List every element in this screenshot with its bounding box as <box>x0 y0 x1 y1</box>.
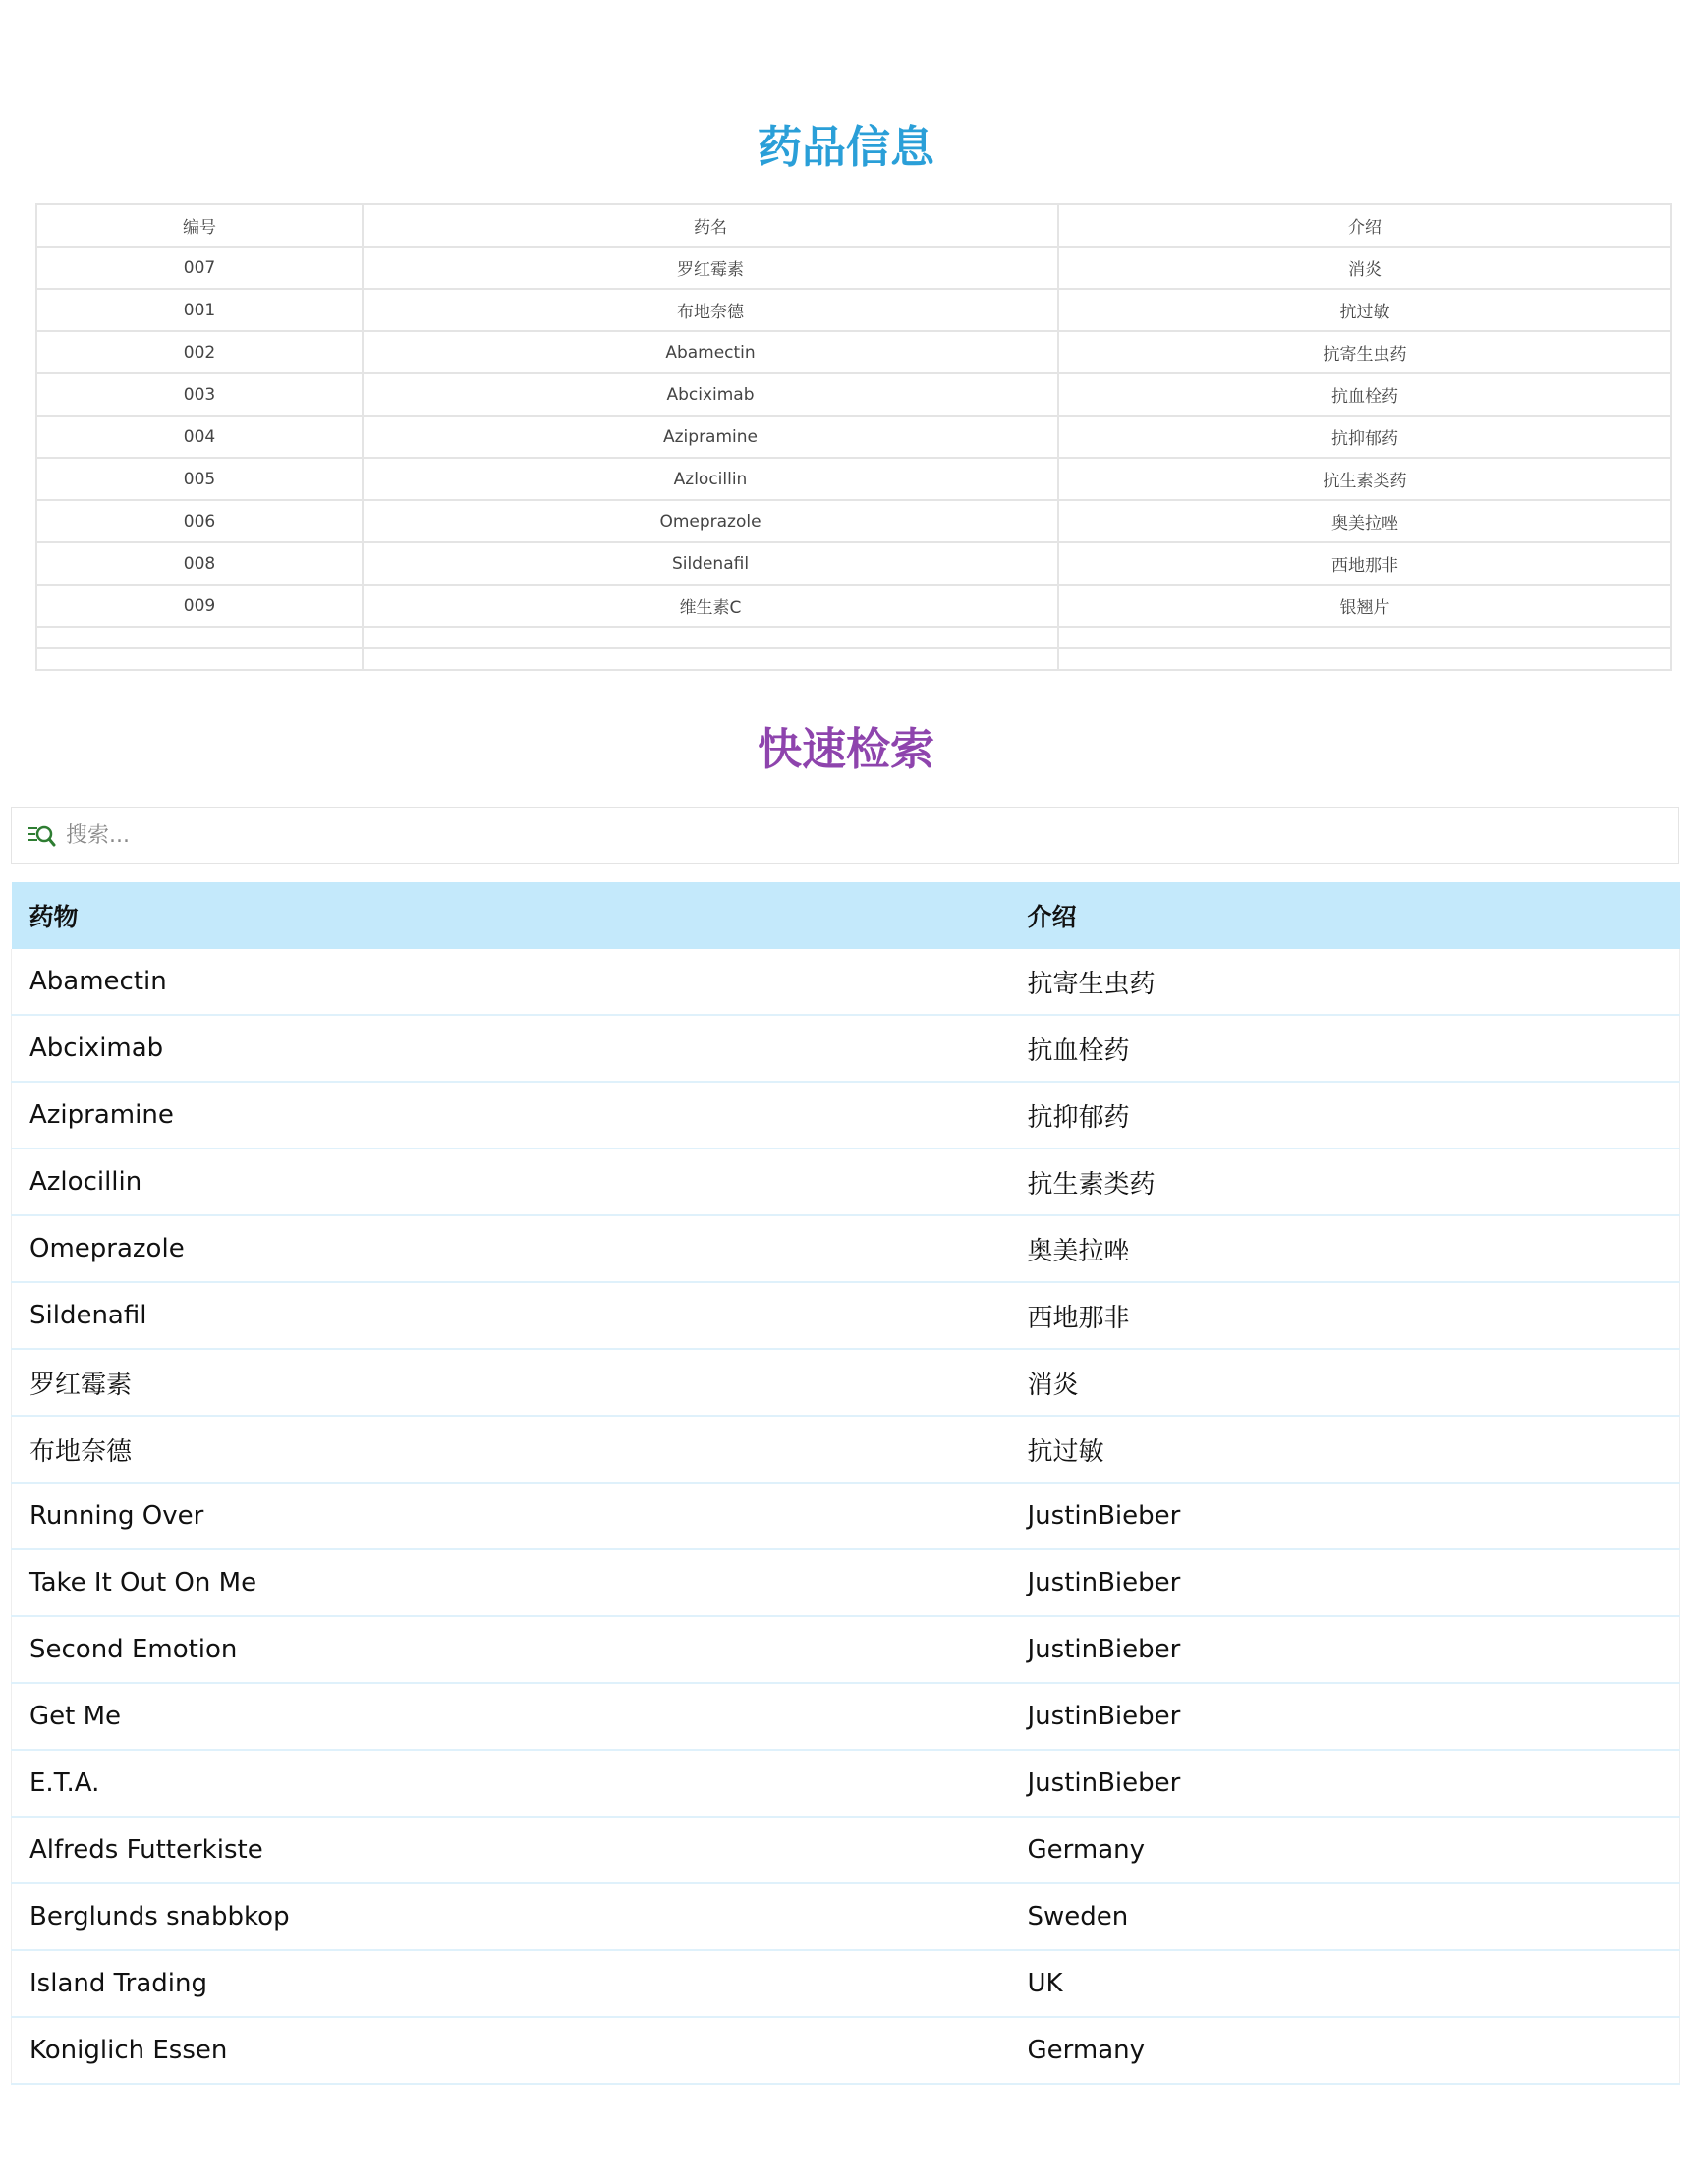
drug-description-cell: 抗血栓药 <box>1058 373 1671 416</box>
drug-name-cell: Omeprazole <box>363 500 1058 542</box>
table-row <box>36 542 1671 585</box>
drug-info-table <box>35 203 1672 671</box>
column-header-name: 药名 <box>363 204 1058 247</box>
result-drug-cell: Abciximab <box>12 1015 1010 1082</box>
drug-name-cell: Abciximab <box>363 373 1058 416</box>
drug-id-cell: 003 <box>36 373 363 416</box>
search-results-body <box>12 949 1680 2084</box>
empty-cell <box>36 648 363 670</box>
empty-cell <box>1058 648 1671 670</box>
result-drug-cell: E.T.A. <box>12 1750 1010 1817</box>
drug-description-cell: 抗抑郁药 <box>1058 416 1671 458</box>
drug-info-table-body <box>36 247 1671 670</box>
result-introduction-cell: 抗过敏 <box>1010 1416 1680 1483</box>
empty-cell <box>1058 627 1671 648</box>
result-introduction-cell: Sweden <box>1010 1883 1680 1950</box>
result-drug-cell: 罗红霉素 <box>12 1349 1010 1416</box>
drug-id-cell: 006 <box>36 500 363 542</box>
search-results-table <box>11 882 1680 2085</box>
list-item[interactable] <box>12 1416 1680 1483</box>
result-drug-cell: Take It Out On Me <box>12 1549 1010 1616</box>
result-drug-cell: Get Me <box>12 1683 1010 1750</box>
result-drug-cell: Azipramine <box>12 1082 1010 1148</box>
result-drug-cell: Island Trading <box>12 1950 1010 2017</box>
result-drug-cell: Running Over <box>12 1483 1010 1549</box>
list-item[interactable] <box>12 1616 1680 1683</box>
table-row <box>36 289 1671 331</box>
list-item[interactable] <box>12 949 1680 1015</box>
table-row <box>36 247 1671 289</box>
result-introduction-cell: 抗抑郁药 <box>1010 1082 1680 1148</box>
column-header-introduction: 介绍 <box>1010 882 1680 949</box>
result-introduction-cell: Germany <box>1010 2017 1680 2084</box>
result-introduction-cell: 奥美拉唑 <box>1010 1215 1680 1282</box>
list-item[interactable] <box>12 1349 1680 1416</box>
page-title-quick-search: 快速检索 <box>757 723 934 775</box>
drug-id-cell: 009 <box>36 585 363 627</box>
drug-id-cell: 002 <box>36 331 363 373</box>
drug-description-cell: 奥美拉唑 <box>1058 500 1671 542</box>
drug-name-cell: Sildenafil <box>363 542 1058 585</box>
result-drug-cell: Sildenafil <box>12 1282 1010 1349</box>
list-item[interactable] <box>12 1282 1680 1349</box>
drug-description-cell: 消炎 <box>1058 247 1671 289</box>
list-item[interactable] <box>12 1082 1680 1148</box>
result-drug-cell: Azlocillin <box>12 1148 1010 1215</box>
result-introduction-cell: 西地那非 <box>1010 1282 1680 1349</box>
result-introduction-cell: JustinBieber <box>1010 1549 1680 1616</box>
drug-name-cell: 维生素C <box>363 585 1058 627</box>
empty-cell <box>363 627 1058 648</box>
result-introduction-cell: JustinBieber <box>1010 1483 1680 1549</box>
table-header-row <box>36 204 1671 247</box>
drug-id-cell: 004 <box>36 416 363 458</box>
search-icon <box>25 818 58 852</box>
list-item[interactable] <box>12 1215 1680 1282</box>
table-row <box>36 331 1671 373</box>
result-drug-cell: 布地奈德 <box>12 1416 1010 1483</box>
drug-description-cell: 西地那非 <box>1058 542 1671 585</box>
table-row <box>36 585 1671 627</box>
drug-name-cell: Azlocillin <box>363 458 1058 500</box>
result-introduction-cell: JustinBieber <box>1010 1616 1680 1683</box>
drug-name-cell: 布地奈德 <box>363 289 1058 331</box>
empty-table-row <box>36 627 1671 648</box>
list-item[interactable] <box>12 1950 1680 2017</box>
list-item[interactable] <box>12 1683 1680 1750</box>
empty-cell <box>36 627 363 648</box>
result-drug-cell: Abamectin <box>12 949 1010 1015</box>
search-input[interactable] <box>64 811 1678 860</box>
result-drug-cell: Koniglich Essen <box>12 2017 1010 2084</box>
list-item[interactable] <box>12 1483 1680 1549</box>
drug-name-cell: 罗红霉素 <box>363 247 1058 289</box>
results-header-row <box>12 882 1680 949</box>
drug-name-cell: Abamectin <box>363 331 1058 373</box>
result-drug-cell: Second Emotion <box>12 1616 1010 1683</box>
list-item[interactable] <box>12 2017 1680 2084</box>
drug-description-cell: 抗过敏 <box>1058 289 1671 331</box>
list-item[interactable] <box>12 1883 1680 1950</box>
drug-id-cell: 001 <box>36 289 363 331</box>
result-drug-cell: Alfreds Futterkiste <box>12 1817 1010 1883</box>
result-introduction-cell: 抗血栓药 <box>1010 1015 1680 1082</box>
list-item[interactable] <box>12 1015 1680 1082</box>
list-item[interactable] <box>12 1549 1680 1616</box>
list-item[interactable] <box>12 1817 1680 1883</box>
drug-description-cell: 银翘片 <box>1058 585 1671 627</box>
page-title-drug-info: 药品信息 <box>757 121 934 173</box>
search-bar[interactable] <box>11 807 1679 864</box>
column-header-drug: 药物 <box>12 882 1010 949</box>
result-introduction-cell: JustinBieber <box>1010 1683 1680 1750</box>
result-introduction-cell: 抗寄生虫药 <box>1010 949 1680 1015</box>
table-row <box>36 373 1671 416</box>
empty-table-row <box>36 648 1671 670</box>
result-introduction-cell: JustinBieber <box>1010 1750 1680 1817</box>
result-drug-cell: Omeprazole <box>12 1215 1010 1282</box>
drug-description-cell: 抗生素类药 <box>1058 458 1671 500</box>
drug-id-cell: 005 <box>36 458 363 500</box>
result-introduction-cell: UK <box>1010 1950 1680 2017</box>
list-item[interactable] <box>12 1148 1680 1215</box>
drug-id-cell: 007 <box>36 247 363 289</box>
table-row <box>36 416 1671 458</box>
drug-name-cell: Azipramine <box>363 416 1058 458</box>
empty-cell <box>363 648 1058 670</box>
result-introduction-cell: 消炎 <box>1010 1349 1680 1416</box>
result-drug-cell: Berglunds snabbkop <box>12 1883 1010 1950</box>
result-introduction-cell: 抗生素类药 <box>1010 1148 1680 1215</box>
drug-description-cell: 抗寄生虫药 <box>1058 331 1671 373</box>
table-row <box>36 500 1671 542</box>
column-header-description: 介绍 <box>1058 204 1671 247</box>
result-introduction-cell: Germany <box>1010 1817 1680 1883</box>
list-item[interactable] <box>12 1750 1680 1817</box>
column-header-id: 编号 <box>36 204 363 247</box>
drug-id-cell: 008 <box>36 542 363 585</box>
table-row <box>36 458 1671 500</box>
